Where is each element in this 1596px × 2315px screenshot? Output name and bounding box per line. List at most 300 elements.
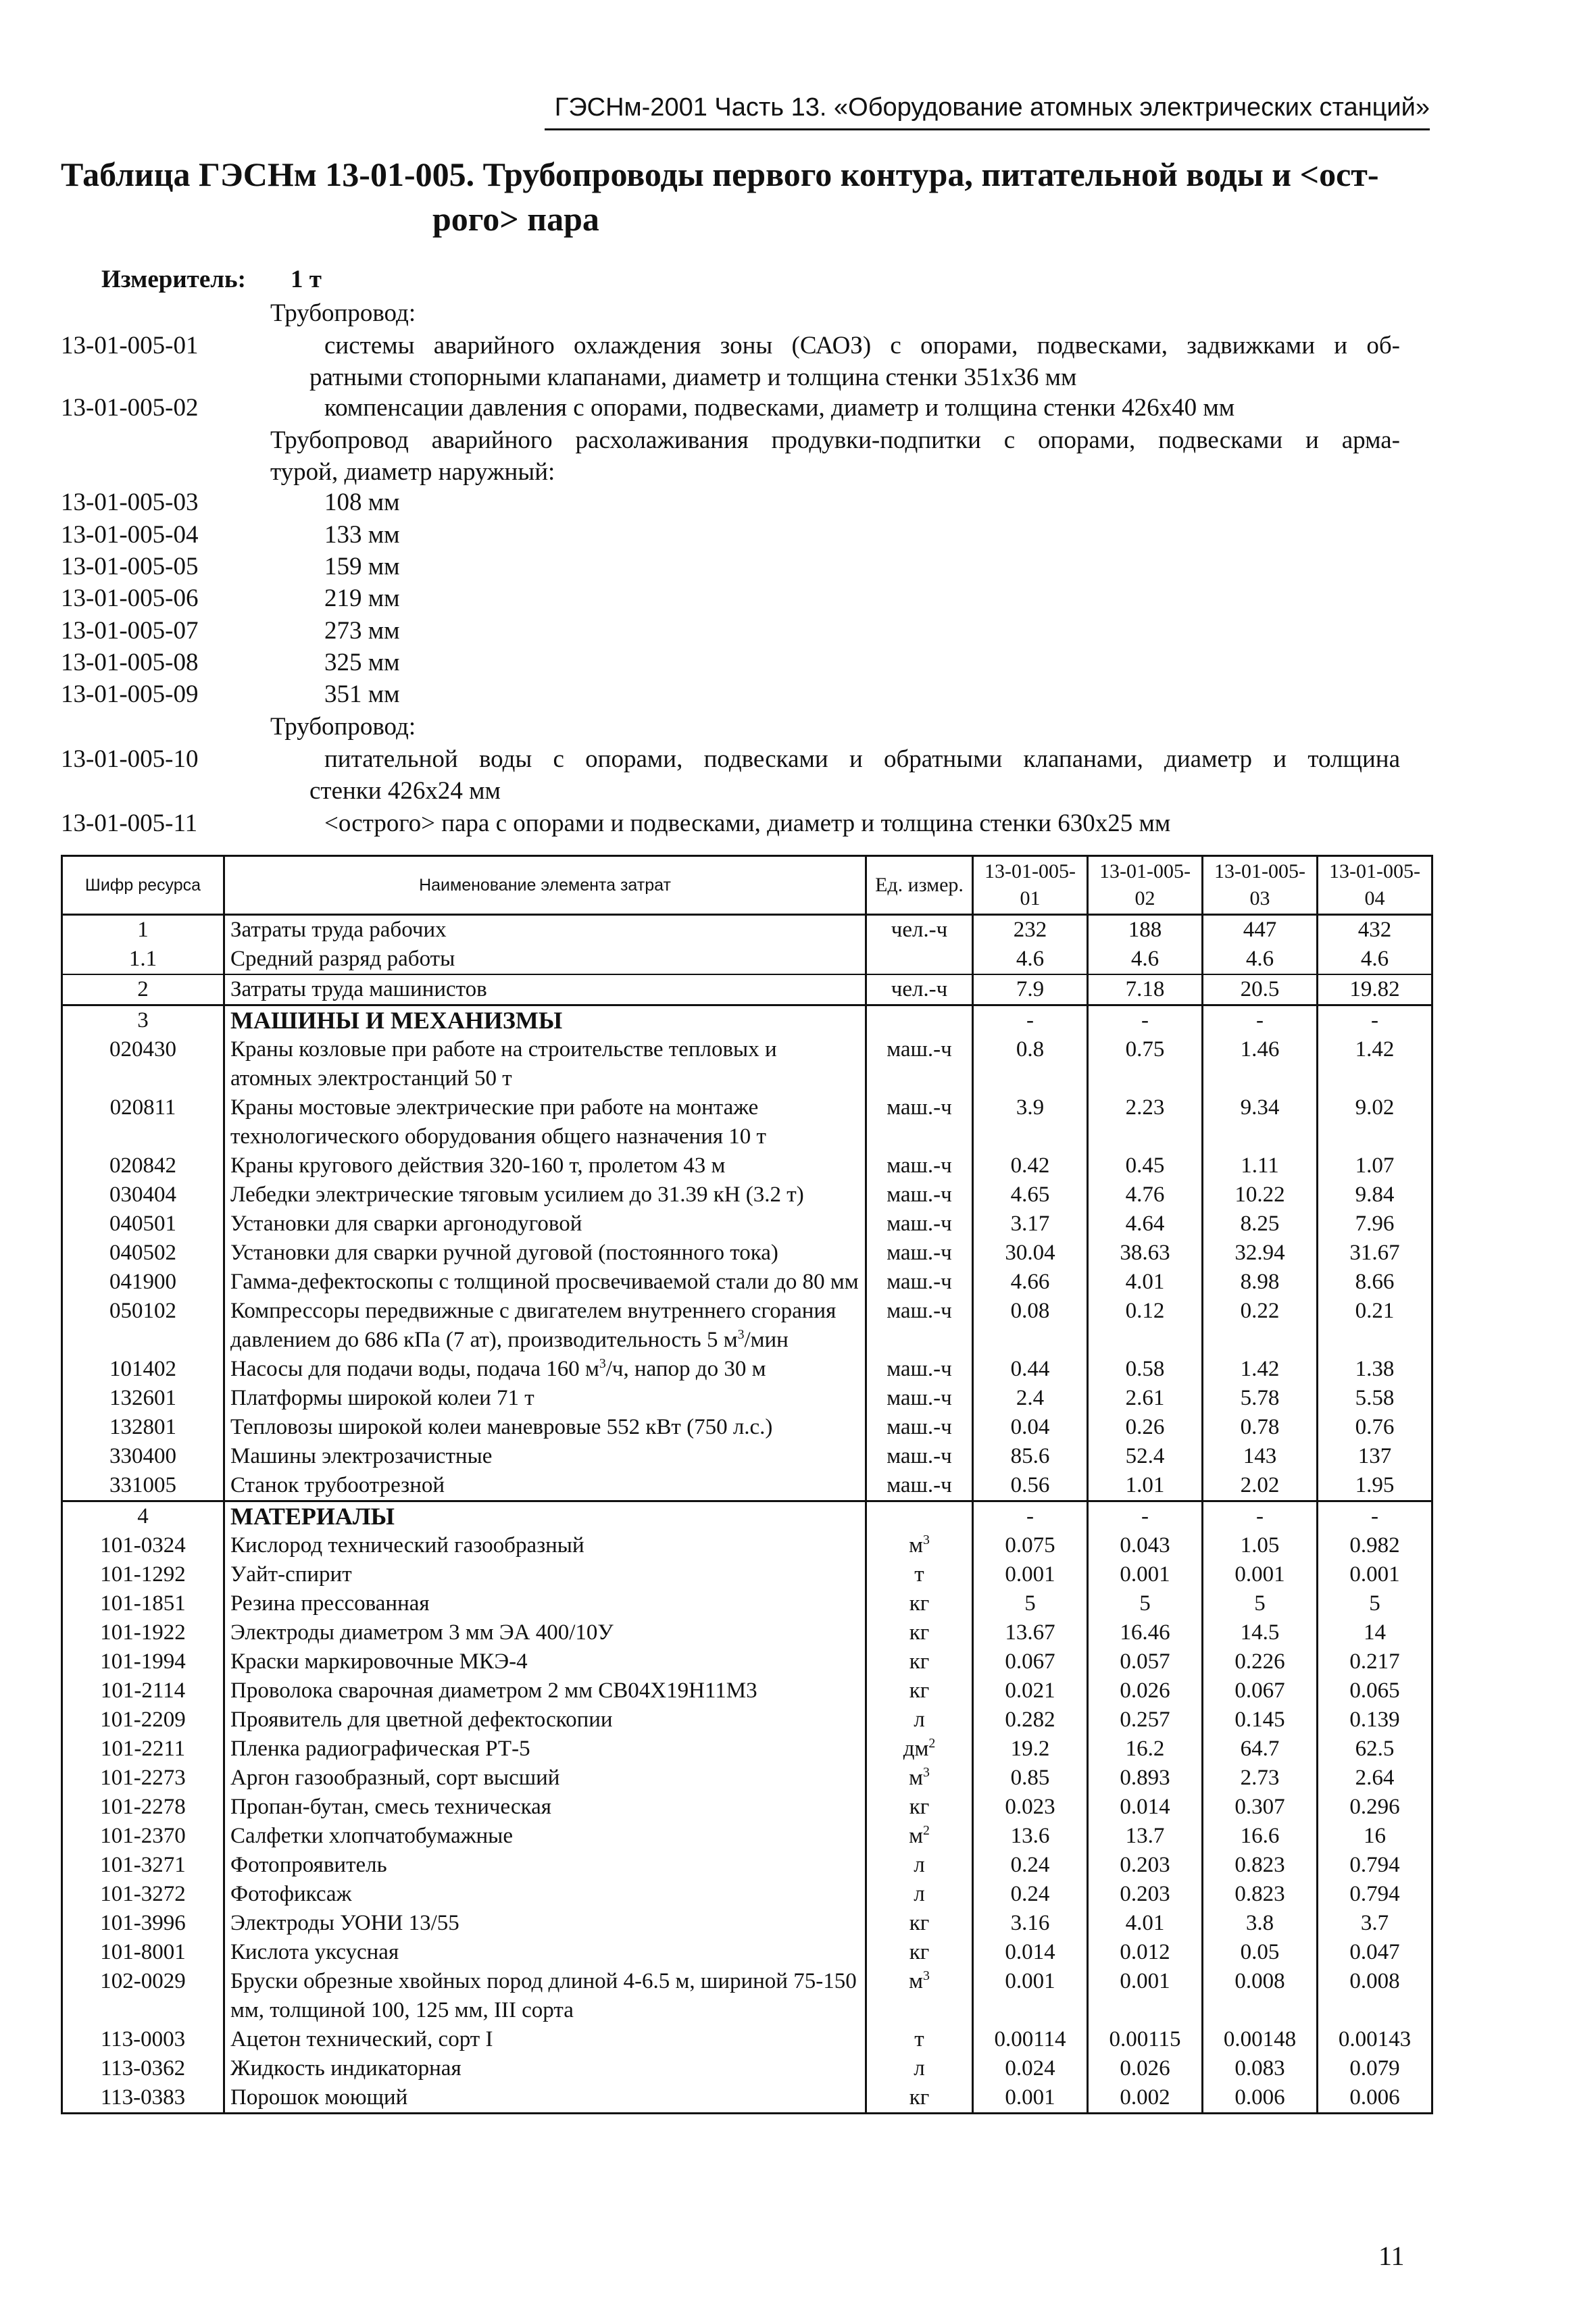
value-col1: 3.9 [973, 1093, 1088, 1151]
cost-element-name [224, 1706, 866, 1735]
cost-element-text-tail: /мин [744, 1328, 789, 1352]
intro-code-11: 13-01-005-11 [61, 810, 198, 837]
unit-text: т [914, 1562, 924, 1587]
unit-of-measure [866, 1531, 973, 1560]
cost-element-text: Машины электрозачистные [230, 1444, 493, 1468]
value-col2: 52.4 [1088, 1442, 1203, 1471]
cost-element-name [224, 1938, 866, 1967]
unit-of-measure [866, 1268, 973, 1297]
table-row [62, 1618, 1432, 1647]
table-row [62, 1180, 1432, 1210]
intro-code-04: 13-01-005-04 [61, 521, 199, 549]
value-col3: 1.42 [1203, 1355, 1318, 1384]
unit-text: чел.-ч [891, 918, 948, 942]
value-col2: 4.6 [1088, 945, 1203, 974]
resource-code: 101-8001 [62, 1938, 224, 1967]
value-col1: - [973, 1005, 1088, 1036]
unit-text: кг [909, 1620, 930, 1645]
unit-of-measure [866, 1647, 973, 1676]
resource-code: 101-0324 [62, 1531, 224, 1560]
value-col1: 0.023 [973, 1793, 1088, 1822]
value-col4: 4.6 [1318, 945, 1432, 974]
cost-element-name [224, 1035, 866, 1093]
value-col2: 4.76 [1088, 1180, 1203, 1210]
table-row [62, 1560, 1432, 1589]
resource-code: 101-2273 [62, 1764, 224, 1793]
unit-of-measure [866, 1005, 973, 1036]
value-col1: 0.024 [973, 2054, 1088, 2083]
value-col2: - [1088, 1005, 1203, 1036]
value-col3: 2.02 [1203, 1471, 1318, 1501]
value-col4: 0.079 [1318, 2054, 1432, 2083]
unit-text: дм [903, 1737, 929, 1761]
cost-element-name [224, 1471, 866, 1501]
value-col1: 0.067 [973, 1647, 1088, 1676]
value-col1: 4.66 [973, 1268, 1088, 1297]
value-col1: 0.85 [973, 1764, 1088, 1793]
value-col2: 0.057 [1088, 1647, 1203, 1676]
resource-code: 1.1 [62, 945, 224, 974]
value-col4: - [1318, 1005, 1432, 1036]
cost-element-text: Ацетон технический, сорт I [230, 2027, 493, 2051]
intro-code-06: 13-01-005-06 [61, 584, 199, 612]
value-col3: 0.067 [1203, 1676, 1318, 1706]
unit-of-measure [866, 1589, 973, 1618]
cost-element-text: МАТЕРИАЛЫ [230, 1503, 395, 1530]
resource-code: 331005 [62, 1471, 224, 1501]
value-col4: 0.21 [1318, 1297, 1432, 1355]
unit-text: маш.-ч [887, 1270, 952, 1294]
value-col4: 0.008 [1318, 1967, 1432, 2025]
cost-element-text: Установки для сварки аргонодуговой [230, 1212, 582, 1236]
value-col1: 3.17 [973, 1210, 1088, 1239]
unit-of-measure [866, 1355, 973, 1384]
intro-code-03: 13-01-005-03 [61, 489, 199, 516]
cost-element-text: Лебедки электрические тяговым усилием до 31.39 кН (3.2 т) [230, 1183, 804, 1207]
unit-text: л [914, 1853, 925, 1877]
unit-superscript: 3 [923, 1968, 930, 1983]
unit-text: кг [909, 1678, 930, 1703]
resource-code: 2 [62, 974, 224, 1005]
value-col4: 5 [1318, 1589, 1432, 1618]
unit-text: кг [909, 1940, 930, 1964]
unit-of-measure [866, 1210, 973, 1239]
intro-code-01: 13-01-005-01 [61, 332, 199, 359]
cost-element-text: Проволока сварочная диаметром 2 мм СВ04Х19Н11М3 [230, 1678, 757, 1703]
cost-element-text: Кислород технический газообразный [230, 1533, 584, 1558]
unit-text: кг [909, 1591, 930, 1616]
unit-of-measure [866, 1297, 973, 1355]
value-col1: 85.6 [973, 1442, 1088, 1471]
cost-element-name [224, 1297, 866, 1355]
value-col4: 19.82 [1318, 974, 1432, 1005]
value-col2: 0.001 [1088, 1560, 1203, 1589]
unit-text: м [909, 1533, 923, 1558]
value-col4: 1.07 [1318, 1151, 1432, 1180]
resource-code: 101-2370 [62, 1822, 224, 1851]
unit-text: маш.-ч [887, 1212, 952, 1236]
value-col3: 9.34 [1203, 1093, 1318, 1151]
value-col2: 0.014 [1088, 1793, 1203, 1822]
intro-code-05: 13-01-005-05 [61, 553, 199, 580]
value-col3: 20.5 [1203, 974, 1318, 1005]
unit-of-measure [866, 1793, 973, 1822]
cost-element-name [224, 1735, 866, 1764]
intro-diameter-03: 108 мм [324, 489, 400, 516]
resource-code: 020842 [62, 1151, 224, 1180]
header-col1: 13-01-005-01 [973, 856, 1088, 915]
unit-text: маш.-ч [887, 1241, 952, 1265]
cost-element-name [224, 1384, 866, 1413]
value-col3: 3.8 [1203, 1909, 1318, 1938]
cost-element-name [224, 1151, 866, 1180]
value-col1: 4.6 [973, 945, 1088, 974]
resource-code: 101-2114 [62, 1676, 224, 1706]
value-col4: 0.065 [1318, 1676, 1432, 1706]
value-col3: 64.7 [1203, 1735, 1318, 1764]
cost-element-text: Пленка радиографическая РТ-5 [230, 1737, 530, 1761]
table-row [62, 1880, 1432, 1909]
table-row [62, 1355, 1432, 1384]
intro-code-09: 13-01-005-09 [61, 680, 199, 708]
cost-element-name [224, 1589, 866, 1618]
table-row [62, 1938, 1432, 1967]
cost-element-text: Бруски обрезные хвойных пород длиной 4-6.5 м, шириной 75-150 мм, толщиной 100, 125 мм, III сорта [230, 1969, 857, 2022]
resource-code: 101-1922 [62, 1618, 224, 1647]
unit-text: маш.-ч [887, 1415, 952, 1439]
resource-code: 101-3271 [62, 1851, 224, 1880]
unit-of-measure [866, 1938, 973, 1967]
unit-text: маш.-ч [887, 1183, 952, 1207]
value-col3: 0.307 [1203, 1793, 1318, 1822]
meter-value: 1 т [291, 266, 322, 293]
unit-of-measure [866, 945, 973, 974]
value-col2: 0.026 [1088, 1676, 1203, 1706]
intro-diameter-06: 219 мм [324, 584, 400, 612]
value-col1: 13.67 [973, 1618, 1088, 1647]
value-col4: 5.58 [1318, 1384, 1432, 1413]
group2-line1: Трубопровод аварийного расхолаживания продувки-подпитки с опорами, подвесками и арма- [270, 426, 1400, 454]
resource-code: 3 [62, 1005, 224, 1036]
intro-diameter-09: 351 мм [324, 680, 400, 708]
value-col1: 0.001 [973, 1967, 1088, 2025]
unit-superscript: 3 [923, 1765, 930, 1780]
value-col2: 0.001 [1088, 1967, 1203, 2025]
value-col3: 0.145 [1203, 1706, 1318, 1735]
value-col2: 4.64 [1088, 1210, 1203, 1239]
value-col3: 0.05 [1203, 1938, 1318, 1967]
cost-element-text: Пропан-бутан, смесь техническая [230, 1795, 551, 1819]
cost-element-name [224, 1268, 866, 1297]
unit-of-measure [866, 1471, 973, 1501]
value-col1: 19.2 [973, 1735, 1088, 1764]
cost-element-text: Фотофиксаж [230, 1882, 352, 1906]
group1-heading: Трубопровод: [270, 299, 416, 327]
cost-element-text: Кислота уксусная [230, 1940, 399, 1964]
unit-of-measure [866, 1909, 973, 1938]
unit-text: л [914, 2056, 925, 2081]
unit-of-measure [866, 915, 973, 945]
value-col2: 188 [1088, 915, 1203, 945]
intro-code-02: 13-01-005-02 [61, 394, 199, 422]
cost-element-name [224, 1413, 866, 1442]
resource-code: 101-1994 [62, 1647, 224, 1676]
header-col4: 13-01-005-04 [1318, 856, 1432, 915]
cost-element-text: Уайт-спирит [230, 1562, 352, 1587]
value-col4: 0.794 [1318, 1851, 1432, 1880]
value-col4: 0.794 [1318, 1880, 1432, 1909]
value-col3: 0.823 [1203, 1851, 1318, 1880]
cost-element-text: Резина прессованная [230, 1591, 430, 1616]
cost-element-name [224, 1880, 866, 1909]
unit-of-measure [866, 1035, 973, 1093]
table-row [62, 1239, 1432, 1268]
cost-element-name [224, 1647, 866, 1676]
value-col1: 7.9 [973, 974, 1088, 1005]
value-col3: 143 [1203, 1442, 1318, 1471]
unit-of-measure [866, 2054, 973, 2083]
value-col1: 0.24 [973, 1851, 1088, 1880]
unit-text: маш.-ч [887, 1473, 952, 1497]
cost-element-name [224, 1531, 866, 1560]
value-col2: 0.012 [1088, 1938, 1203, 1967]
value-col3: 0.22 [1203, 1297, 1318, 1355]
value-col2: 0.002 [1088, 2083, 1203, 2114]
value-col2: 0.043 [1088, 1531, 1203, 1560]
value-col4: 9.02 [1318, 1093, 1432, 1151]
value-col1: 4.65 [973, 1180, 1088, 1210]
resource-code: 101-1292 [62, 1560, 224, 1589]
unit-text: м [909, 1824, 923, 1848]
table-row [62, 1851, 1432, 1880]
value-col3: 1.46 [1203, 1035, 1318, 1093]
table-row [62, 1210, 1432, 1239]
value-col4: - [1318, 1501, 1432, 1532]
unit-text: маш.-ч [887, 1357, 952, 1381]
table-row [62, 2083, 1432, 2114]
value-col2: 0.26 [1088, 1413, 1203, 1442]
intro-desc-02: компенсации давления с опорами, подвесками, диаметр и толщина стенки 426х40 мм [324, 394, 1235, 422]
resource-code: 4 [62, 1501, 224, 1532]
resource-code: 101-2278 [62, 1793, 224, 1822]
value-col3: 14.5 [1203, 1618, 1318, 1647]
cost-element-text: Проявитель для цветной дефектоскопии [230, 1708, 613, 1732]
resource-code: 101-1851 [62, 1589, 224, 1618]
value-col4: 0.00143 [1318, 2025, 1432, 2054]
value-col4: 1.95 [1318, 1471, 1432, 1501]
unit-of-measure [866, 974, 973, 1005]
value-col3: 5.78 [1203, 1384, 1318, 1413]
value-col1: 30.04 [973, 1239, 1088, 1268]
value-col4: 432 [1318, 915, 1432, 945]
value-col1: - [973, 1501, 1088, 1532]
intro-desc-01-line2: ратными стопорными клапанами, диаметр и толщина стенки 351х36 мм [309, 364, 1077, 391]
cost-element-name [224, 2054, 866, 2083]
cost-element-name [224, 1442, 866, 1471]
value-col1: 0.075 [973, 1531, 1088, 1560]
resource-code: 040502 [62, 1239, 224, 1268]
value-col3: - [1203, 1501, 1318, 1532]
cost-element-text: Насосы для подачи воды, подача 160 м [230, 1357, 599, 1381]
cost-element-text: Тепловозы широкой колеи маневровые 552 кВт (750 л.с.) [230, 1415, 773, 1439]
table-row [62, 1793, 1432, 1822]
table-row [62, 1093, 1432, 1151]
cost-element-text: Порошок моющий [230, 2085, 408, 2110]
unit-text: кг [909, 1649, 930, 1674]
resource-code: 1 [62, 915, 224, 945]
cost-element-name [224, 1501, 866, 1532]
unit-of-measure [866, 1618, 973, 1647]
value-col4: 0.139 [1318, 1706, 1432, 1735]
cost-element-text: Компрессоры передвижные с двигателем внутреннего сгорания давлением до 686 кПа (7 ат), производительность 5 м [230, 1299, 837, 1352]
unit-text: маш.-ч [887, 1299, 952, 1323]
intro-desc-01-line1: системы аварийного охлаждения зоны (САОЗ) с опорами, подвесками, задвижками и об- [324, 332, 1400, 359]
cost-element-text: Краски маркировочные МКЭ-4 [230, 1649, 528, 1674]
unit-of-measure [866, 1384, 973, 1413]
unit-text: маш.-ч [887, 1444, 952, 1468]
header-code: Шифр ресурса [62, 856, 224, 915]
table-title [61, 152, 1432, 241]
value-col3: 0.00148 [1203, 2025, 1318, 2054]
value-col2: 0.58 [1088, 1355, 1203, 1384]
resource-code: 101-3996 [62, 1909, 224, 1938]
resource-code: 330400 [62, 1442, 224, 1471]
table-row [62, 974, 1432, 1005]
cost-element-name [224, 2025, 866, 2054]
resource-code: 113-0362 [62, 2054, 224, 2083]
value-col1: 0.8 [973, 1035, 1088, 1093]
superscript: 3 [599, 1356, 606, 1371]
header-unit: Ед. измер. [866, 856, 973, 915]
value-col4: 1.38 [1318, 1355, 1432, 1384]
table-row [62, 2054, 1432, 2083]
table-row [62, 915, 1432, 945]
value-col4: 31.67 [1318, 1239, 1432, 1268]
unit-of-measure [866, 1735, 973, 1764]
value-col2: - [1088, 1501, 1203, 1532]
value-col2: 0.45 [1088, 1151, 1203, 1180]
table-body [62, 915, 1432, 2114]
table-row [62, 1735, 1432, 1764]
superscript: 3 [737, 1327, 745, 1342]
value-col3: 0.78 [1203, 1413, 1318, 1442]
unit-text: маш.-ч [887, 1153, 952, 1178]
value-col2: 0.00115 [1088, 2025, 1203, 2054]
unit-text: л [914, 1708, 925, 1732]
header-col2: 13-01-005-02 [1088, 856, 1203, 915]
table-row [62, 1005, 1432, 1036]
value-col4: 0.982 [1318, 1531, 1432, 1560]
value-col3: 2.73 [1203, 1764, 1318, 1793]
table-row [62, 945, 1432, 974]
cost-element-text: МАШИНЫ И МЕХАНИЗМЫ [230, 1007, 563, 1034]
value-col3: 10.22 [1203, 1180, 1318, 1210]
cost-element-text: Затраты труда машинистов [230, 977, 487, 1001]
resource-code: 132801 [62, 1413, 224, 1442]
unit-of-measure [866, 1239, 973, 1268]
value-col3: 32.94 [1203, 1239, 1318, 1268]
cost-element-text: Салфетки хлопчатобумажные [230, 1824, 513, 1848]
cost-element-text: Затраты труда рабочих [230, 918, 447, 942]
table-row [62, 1822, 1432, 1851]
table-header-row [62, 856, 1432, 915]
value-col2: 16.2 [1088, 1735, 1203, 1764]
intro-diameter-08: 325 мм [324, 649, 400, 676]
cost-element-name [224, 2083, 866, 2114]
intro-diameter-04: 133 мм [324, 521, 400, 549]
value-col1: 0.04 [973, 1413, 1088, 1442]
value-col2: 5 [1088, 1589, 1203, 1618]
unit-of-measure [866, 1180, 973, 1210]
unit-superscript: 3 [923, 1533, 930, 1547]
table-row [62, 1035, 1432, 1093]
unit-text: кг [909, 1795, 930, 1819]
value-col1: 0.001 [973, 1560, 1088, 1589]
value-col4: 0.76 [1318, 1413, 1432, 1442]
cost-element-name [224, 1822, 866, 1851]
unit-of-measure [866, 1151, 973, 1180]
value-col4: 0.296 [1318, 1793, 1432, 1822]
cost-element-text: Аргон газообразный, сорт высший [230, 1766, 560, 1790]
value-col3: 0.823 [1203, 1880, 1318, 1909]
cost-element-text: Жидкость индикаторная [230, 2056, 462, 2081]
value-col4: 62.5 [1318, 1735, 1432, 1764]
table-row [62, 1676, 1432, 1706]
resource-code: 041900 [62, 1268, 224, 1297]
unit-text: м [909, 1766, 923, 1790]
unit-text: маш.-ч [887, 1095, 952, 1120]
cost-table [61, 855, 1433, 2114]
value-col4: 3.7 [1318, 1909, 1432, 1938]
value-col4: 8.66 [1318, 1268, 1432, 1297]
intro-desc-11: <острого> пара с опорами и подвесками, диаметр и толщина стенки 630х25 мм [324, 810, 1171, 837]
unit-text: маш.-ч [887, 1386, 952, 1410]
value-col4: 14 [1318, 1618, 1432, 1647]
cost-element-text-tail: /ч, напор до 30 м [605, 1357, 766, 1381]
value-col3: - [1203, 1005, 1318, 1036]
value-col4: 0.006 [1318, 2083, 1432, 2114]
value-col2: 38.63 [1088, 1239, 1203, 1268]
table-row [62, 1967, 1432, 2025]
value-col2: 2.61 [1088, 1384, 1203, 1413]
table-row [62, 1297, 1432, 1355]
table-row [62, 1501, 1432, 1532]
intro-diameter-07: 273 мм [324, 617, 400, 645]
unit-of-measure [866, 2083, 973, 2114]
value-col2: 2.23 [1088, 1093, 1203, 1151]
unit-of-measure [866, 1967, 973, 2025]
cost-element-text: Краны кругового действия 320-160 т, пролетом 43 м [230, 1153, 726, 1178]
unit-superscript: 2 [928, 1736, 936, 1751]
unit-of-measure [866, 1764, 973, 1793]
unit-text: кг [909, 2085, 930, 2110]
cost-element-text: Средний разряд работы [230, 947, 455, 971]
value-col4: 0.047 [1318, 1938, 1432, 1967]
value-col2: 0.203 [1088, 1880, 1203, 1909]
resource-code: 020430 [62, 1035, 224, 1093]
value-col2: 4.01 [1088, 1268, 1203, 1297]
meter-label: Измеритель: [101, 266, 246, 293]
cost-element-name [224, 1618, 866, 1647]
cost-element-name [224, 1676, 866, 1706]
unit-of-measure [866, 1501, 973, 1532]
cost-element-name [224, 1093, 866, 1151]
value-col3: 16.6 [1203, 1822, 1318, 1851]
cost-element-name [224, 1355, 866, 1384]
resource-code: 113-0383 [62, 2083, 224, 2114]
unit-text: чел.-ч [891, 977, 948, 1001]
cost-element-text: Электроды УОНИ 13/55 [230, 1911, 459, 1935]
